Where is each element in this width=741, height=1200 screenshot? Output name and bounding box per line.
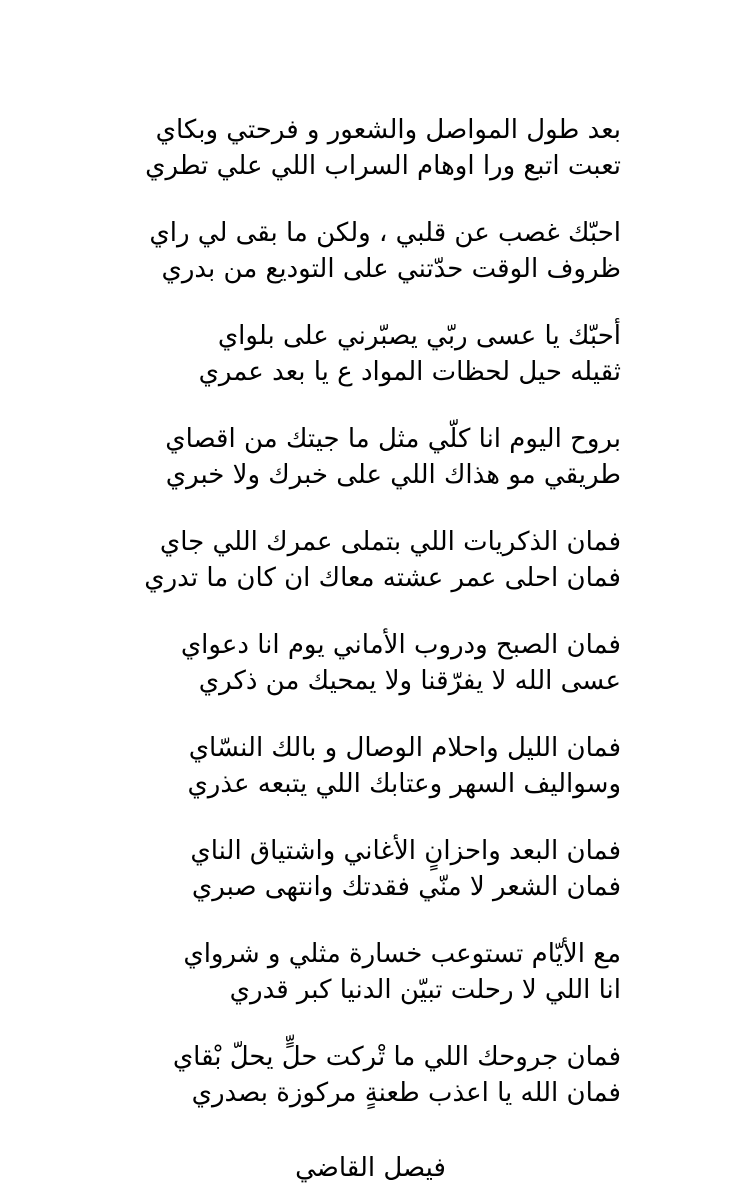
verse-line: فمان الصبح ودروب الأماني يوم انا دعواي	[180, 630, 621, 660]
verse-line: انا اللي لا رحلت تبيّن الدنيا كبر قدري	[229, 975, 621, 1005]
stanza-3	[0, 318, 741, 421]
verse-line: تعبت اتبع ورا اوهام السراب اللي علي تطري	[145, 151, 621, 181]
stanza-4	[0, 421, 741, 524]
stanza-2	[0, 215, 741, 318]
verse-line: فمان جروحك اللي ما تْركت حلٍّ يحلّ بْقاي	[172, 1042, 621, 1072]
stanza-9	[0, 936, 741, 1039]
author-signature: فيصل القاضي	[295, 1153, 446, 1183]
verse-line: عسى الله لا يفرّقنا ولا يمحيك من ذكري	[198, 666, 621, 696]
verse-line: بروح اليوم انا كلّي مثل ما جيتك من اقصاي	[165, 424, 621, 454]
verse-line: فمان الليل واحلام الوصال و بالك النسّاي	[188, 733, 621, 763]
verse-line: احبّك غصب عن قلبي ، ولكن ما بقى لي راي	[149, 218, 621, 248]
poem	[0, 112, 741, 1142]
verse-line: ثقيله حيل لحظات المواد ع يا بعد عمري	[198, 357, 621, 387]
verse-line: طريقي مو هذاك اللي على خبرك ولا خبري	[165, 460, 621, 490]
stanza-8	[0, 833, 741, 936]
stanza-1	[0, 112, 741, 215]
verse-line: فمان البعد واحزانٍ الأغاني واشتياق الناي	[190, 836, 621, 866]
verse-line: ظروف الوقت حدّتني على التوديع من بدري	[161, 254, 621, 284]
verse-line: بعد طول المواصل والشعور و فرحتي وبكاي	[155, 115, 621, 145]
verse-line: فمان الشعر لا منّي فقدتك وانتهى صبري	[191, 872, 621, 902]
stanza-6	[0, 627, 741, 730]
verse-line: أحبّك يا عسى ربّي يصبّرني على بلواي	[217, 321, 621, 351]
verse-line: وسواليف السهر وعتابك اللي يتبعه عذري	[187, 769, 621, 799]
verse-line: فمان الذكريات اللي بتملى عمرك اللي جاي	[159, 527, 621, 557]
verse-line: فمان الله يا اعذب طعنةٍ مركوزة بصدري	[191, 1078, 621, 1108]
stanza-7	[0, 730, 741, 833]
stanza-5	[0, 524, 741, 627]
stanza-10	[0, 1039, 741, 1142]
verse-line: مع الأيّام تستوعب خسارة مثلي و شرواي	[183, 939, 621, 969]
verse-line: فمان احلى عمر عشته معاك ان كان ما تدري	[144, 563, 621, 593]
